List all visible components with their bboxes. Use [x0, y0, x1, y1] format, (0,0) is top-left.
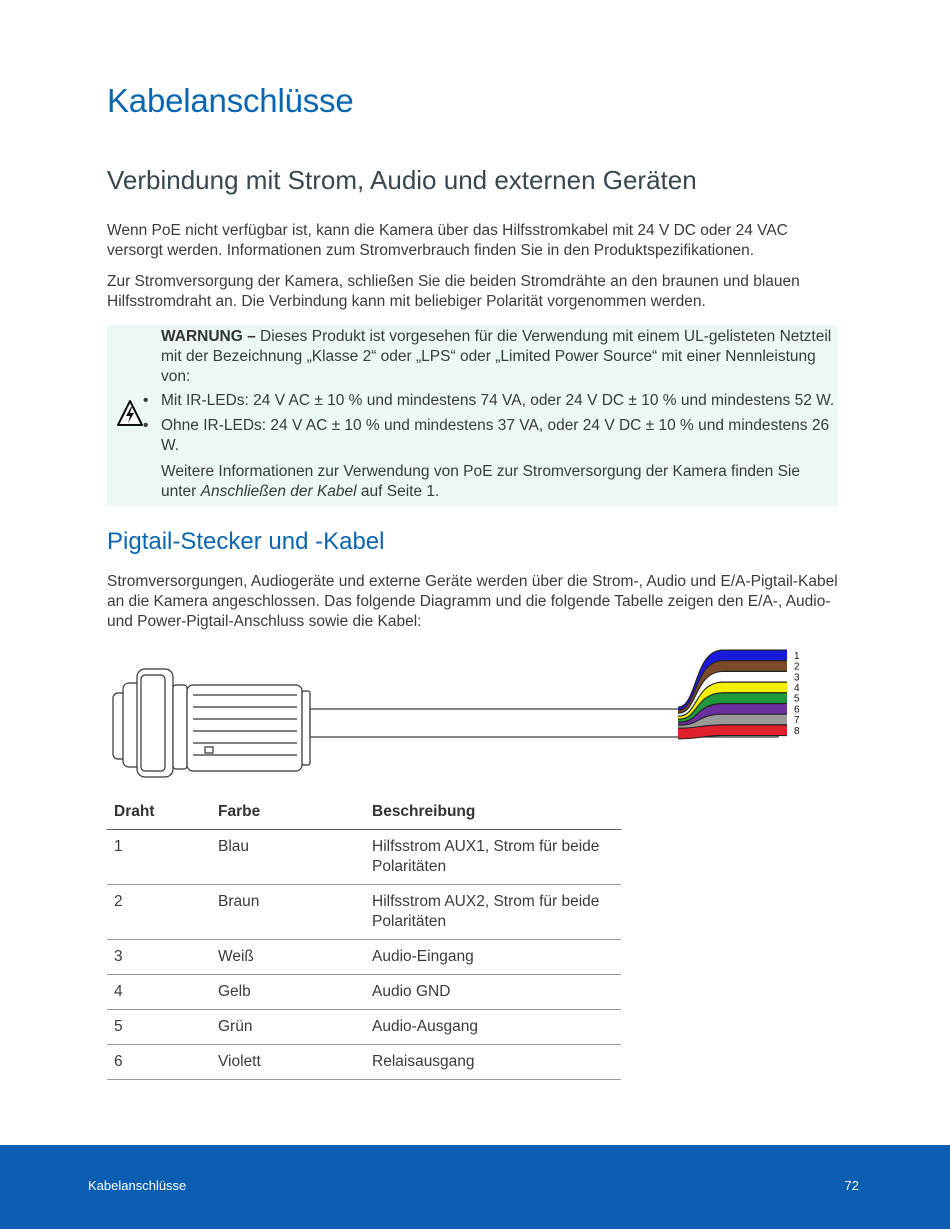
cell-draht: 4: [107, 975, 211, 1010]
section-heading: Verbindung mit Strom, Audio und externen Geräten: [107, 165, 697, 195]
more-prefix: Weitere Informationen zur Verwendung von PoE zur Stromversorgung der Kamera finden Sie unter: [161, 463, 800, 500]
page-footer: [0, 1145, 950, 1229]
warning-text: [161, 327, 836, 502]
cell-draht: 2: [107, 885, 211, 940]
pigtail-diagram: [107, 645, 838, 780]
cell-draht: 6: [107, 1045, 211, 1080]
cell-farbe: Violett: [211, 1045, 365, 1080]
cell-draht: 1: [107, 830, 211, 885]
pigtail-heading: Pigtail-Stecker und -Kabel: [107, 528, 385, 555]
cell-farbe: Gelb: [211, 975, 365, 1010]
header-draht: Draht: [107, 797, 211, 830]
cell-farbe: Braun: [211, 885, 365, 940]
header-farbe: Farbe: [211, 797, 365, 830]
wire-bundle: [678, 655, 787, 733]
cell-draht: 3: [107, 940, 211, 975]
wire-number-3: 3: [794, 672, 800, 684]
footer-chapter: Kabelanschlüsse: [88, 1178, 187, 1193]
cell-beschreibung: Audio GND: [365, 975, 621, 1010]
warning-label: WARNUNG –: [161, 328, 256, 345]
header-beschreibung: Beschreibung: [365, 797, 621, 830]
cell-beschreibung: Audio-Eingang: [365, 940, 621, 975]
warning-bullet: • Mit IR-LEDs: 24 V AC ± 10 % und mindestens 74 VA, oder 24 V DC ± 10 % und mindestens 52 W.: [161, 391, 836, 411]
cell-beschreibung: Hilfsstrom AUX1, Strom für beide Polaritäten: [365, 830, 621, 885]
link-anschliessen[interactable]: Anschließen der Kabel: [200, 483, 357, 500]
table-row: [107, 1045, 621, 1080]
cell-beschreibung: Hilfsstrom AUX2, Strom für beide Polaritäten: [365, 885, 621, 940]
wire-number-8: 8: [794, 725, 800, 737]
power-paragraph: Zur Stromversorgung der Kamera, schließen Sie die beiden Stromdrähte an den braunen und blauen Hilfsstromdraht an. Die Verbindung kann mit beliebiger Polarität vorgenommen werden.: [107, 273, 800, 310]
cell-farbe: Grün: [211, 1010, 365, 1045]
table-row: [107, 940, 621, 975]
intro-paragraph: Wenn PoE nicht verfügbar ist, kann die Kamera über das Hilfsstromkabel mit 24 V DC oder 24 VAC versorgt werden. Informationen zum Stromverbrauch finden Sie in den Produktspezifikationen.: [107, 222, 788, 259]
cell-draht: 5: [107, 1010, 211, 1045]
page-title: Kabelanschlüsse: [107, 82, 354, 119]
warning-bullet: • Ohne IR-LEDs: 24 V AC ± 10 % und mindestens 37 VA, oder 24 V DC ± 10 % und mindestens 26 W.: [161, 416, 836, 456]
cell-farbe: Blau: [211, 830, 365, 885]
table-row: [107, 1010, 621, 1045]
more-suffix: auf Seite 1.: [356, 483, 440, 500]
cell-beschreibung: Relaisausgang: [365, 1045, 621, 1080]
cell-beschreibung: Audio-Ausgang: [365, 1010, 621, 1045]
wire-number-4: 4: [794, 682, 800, 694]
wire-8: [678, 730, 787, 733]
wire-number-5: 5: [794, 693, 800, 705]
wire-number-labels: [794, 651, 800, 737]
table-row: [107, 830, 621, 885]
table-row: [107, 885, 621, 940]
warning-box: [107, 325, 838, 506]
warning-body: Dieses Produkt ist vorgesehen für die Verwendung mit einem UL-gelisteten Netzteil mit der Bezeichnung „Klasse 2“ oder „LPS“ oder „Limited Power Source“ mit einer Nennleistung von:: [161, 328, 832, 385]
wire-number-1: 1: [794, 650, 800, 662]
wire-table: [107, 797, 621, 1080]
wire-number-6: 6: [794, 704, 800, 716]
cell-farbe: Weiß: [211, 940, 365, 975]
electrical-hazard-icon: [116, 398, 144, 430]
footer-page-number: 72: [844, 1178, 859, 1193]
table-row: [107, 975, 621, 1010]
warning-list: [161, 391, 836, 456]
wire-number-2: 2: [794, 661, 800, 673]
table-header-row: [107, 797, 621, 830]
warning-more: [161, 462, 836, 502]
pigtail-paragraph: Stromversorgungen, Audiogeräte und externe Geräte werden über die Strom-, Audio und E/A-Pigtail-Kabel an die Kamera angeschlossen. Das folgende Diagramm und die folgende Tabelle zeigen den E/A-, Audio- und Power-Pigtail-Anschluss sowie die Kabel:: [107, 573, 838, 630]
wire-number-7: 7: [794, 715, 800, 727]
